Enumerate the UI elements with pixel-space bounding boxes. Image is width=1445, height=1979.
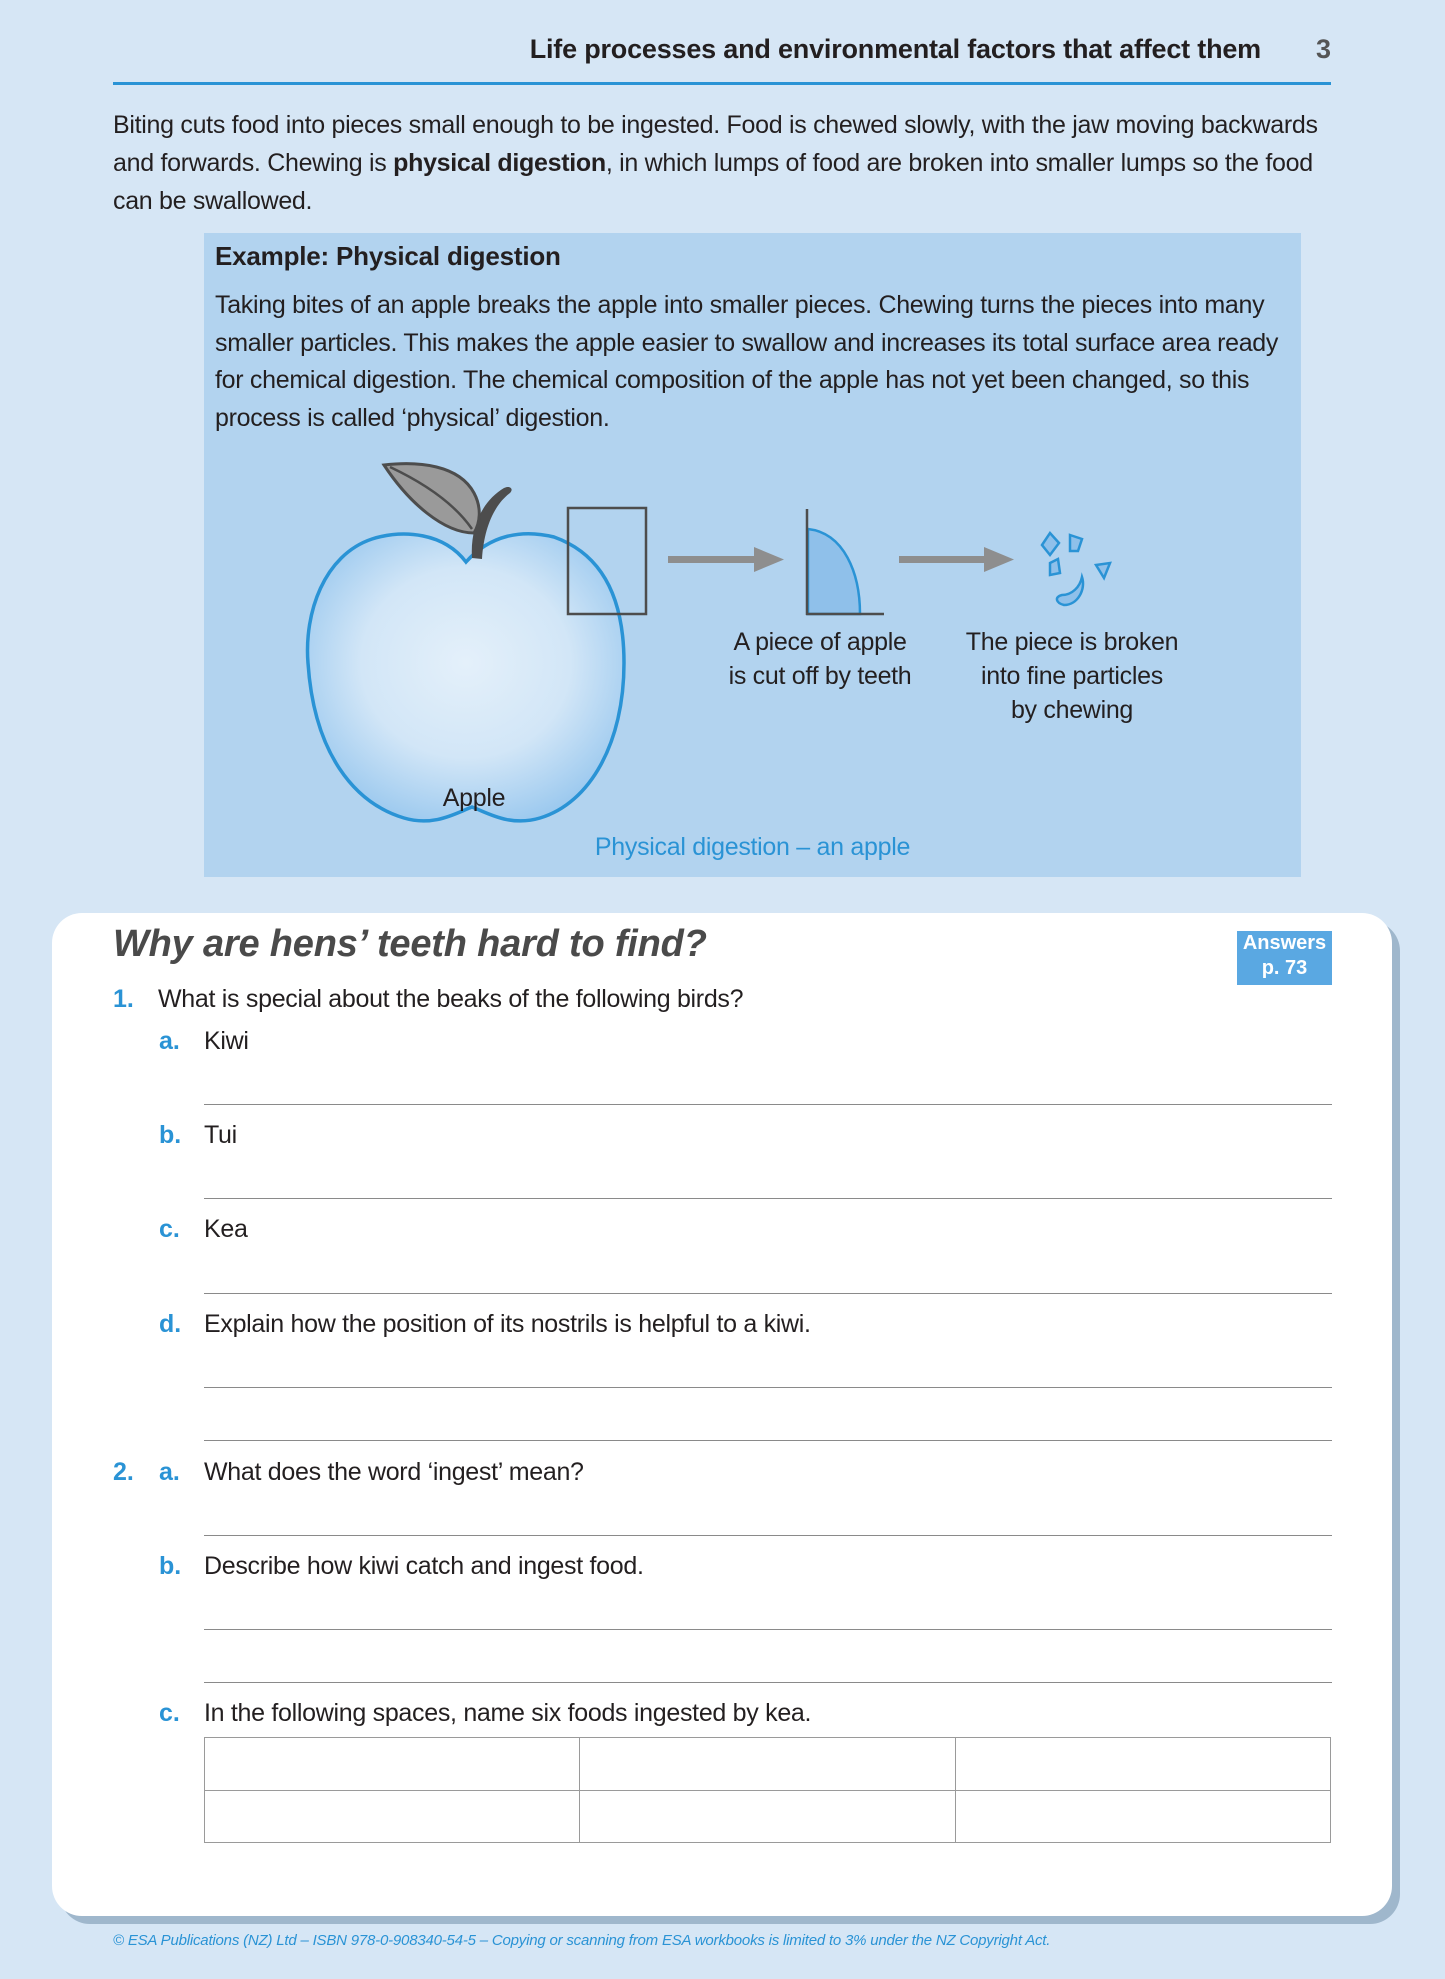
answers-badge [1237, 931, 1332, 985]
particles-label-line-2: into fine particles [981, 662, 1163, 690]
food-cell-5[interactable] [580, 1790, 955, 1843]
piece-label [714, 625, 926, 693]
question-2b-text: Describe how kiwi catch and ingest food. [204, 1552, 644, 1580]
arrow-icon [899, 547, 1014, 572]
answer-line-2a[interactable] [204, 1535, 1332, 1536]
apple-illustration [308, 534, 624, 821]
food-cell-1[interactable] [205, 1738, 580, 1791]
question-1b-text: Tui [204, 1121, 237, 1149]
answer-line-1b[interactable] [204, 1198, 1332, 1199]
example-box [204, 233, 1301, 877]
question-2c-letter: c. [159, 1699, 180, 1727]
question-1d-letter: d. [159, 1310, 182, 1338]
question-1-text: What is special about the beaks of the following birds? [158, 985, 744, 1013]
answers-badge-line-1: Answers [1242, 932, 1327, 954]
figure-caption: Physical digestion – an apple [594, 833, 911, 861]
particles-label [954, 625, 1190, 727]
question-1c-text: Kea [204, 1215, 248, 1243]
question-1c-letter: c. [159, 1215, 180, 1243]
particles-illustration [1042, 533, 1110, 605]
question-1a-letter: a. [159, 1027, 180, 1055]
activity-card [52, 913, 1392, 1916]
answer-line-1a[interactable] [204, 1104, 1332, 1105]
answer-line-2b-2[interactable] [204, 1682, 1332, 1683]
piece-label-line-1: A piece of apple [733, 628, 907, 656]
example-text: Taking bites of an apple breaks the apple into smaller pieces. Chewing turns the pieces into many smaller particles. This makes the apple easier to swallow and increases its total surface area ready for chemical digestion. The chemical composition of the apple has not yet been changed, so this process is called ‘physical’ digestion. [215, 291, 1279, 432]
intro-bold-term: physical digestion [393, 149, 606, 177]
answer-line-1c[interactable] [204, 1293, 1332, 1294]
page-number: 3 [1315, 34, 1331, 64]
example-title: Example: Physical digestion [215, 241, 561, 271]
food-cell-4[interactable] [205, 1790, 580, 1843]
question-1d-text: Explain how the position of its nostrils is helpful to a kiwi. [204, 1310, 811, 1338]
particles-label-line-3: by chewing [1010, 696, 1134, 724]
activity-title: Why are hens’ teeth hard to find? [113, 923, 707, 965]
piece-label-line-2: is cut off by teeth [728, 662, 912, 690]
intro-text-2: , in which lumps of food are broken into smaller lumps so the food can be swallowed. [113, 149, 1313, 215]
question-1-number: 1. [113, 985, 134, 1013]
question-1a-text: Kiwi [204, 1027, 249, 1055]
intro-paragraph [113, 106, 1343, 220]
answer-line-1d-1[interactable] [204, 1387, 1332, 1388]
header-title: Life processes and environmental factors that affect them [529, 34, 1261, 64]
food-cell-3[interactable] [955, 1738, 1330, 1791]
intro-text-1: Biting cuts food into pieces small enough to be ingested. Food is chewed slowly, with the jaw moving backwards and forwards. Chewing is [113, 111, 1318, 177]
question-2a-text: What does the word ‘ingest’ mean? [204, 1458, 584, 1486]
particles-label-line-1: The piece is broken [965, 628, 1179, 656]
apple-label: Apple [442, 784, 506, 812]
question-2c-text: In the following spaces, name six foods ingested by kea. [204, 1699, 812, 1727]
apple-leaf [384, 464, 479, 533]
physical-digestion-diagram [204, 233, 1301, 877]
answer-line-1d-2[interactable] [204, 1440, 1332, 1441]
copyright-footer: © ESA Publications (NZ) Ltd – ISBN 978-0-908340-54-5 – Copying or scanning from ESA workbooks is limited to 3% under the NZ Copyright Act. [113, 1932, 1051, 1949]
answer-line-2b-1[interactable] [204, 1629, 1332, 1630]
question-2a-letter: a. [159, 1458, 180, 1486]
apple-piece [808, 529, 860, 614]
kea-foods-table [204, 1737, 1331, 1843]
page-header [113, 30, 1331, 85]
question-2-number: 2. [113, 1458, 134, 1486]
arrow-icon [668, 547, 784, 572]
question-2b-letter: b. [159, 1552, 182, 1580]
food-cell-2[interactable] [580, 1738, 955, 1791]
answers-badge-line-2: p. 73 [1261, 957, 1308, 979]
food-cell-6[interactable] [955, 1790, 1330, 1843]
question-1b-letter: b. [159, 1121, 182, 1149]
